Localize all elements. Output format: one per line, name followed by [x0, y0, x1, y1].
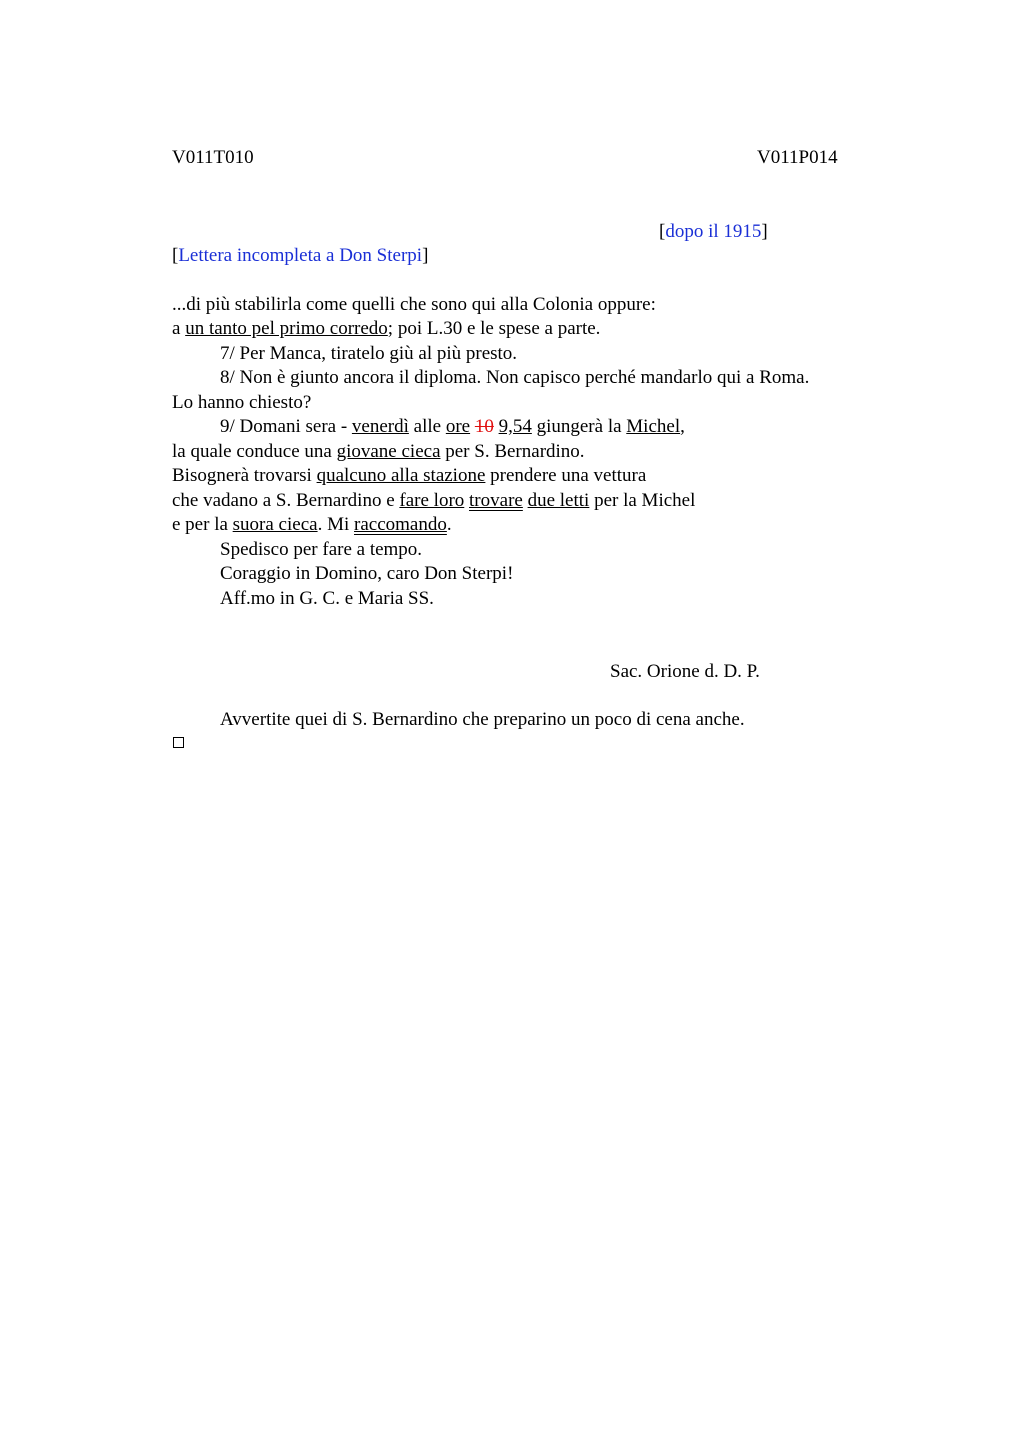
body-line-4: 8/ Non è giunto ancora il diploma. Non capisco perché mandarlo qui a Roma.: [220, 367, 810, 388]
title-text: Lettera incompleta a Don Sterpi: [178, 245, 423, 266]
body-line-3: 7/ Per Manca, tiratelo giù al più presto.: [220, 343, 518, 364]
l6-underlined-ore: ore: [445, 416, 471, 437]
l2-underlined: un tanto pel primo corredo: [185, 318, 388, 339]
l10-text-a: e per la: [172, 514, 233, 535]
date-bracket-open: [: [659, 221, 666, 242]
signature: Sac. Orione d. D. P.: [610, 661, 760, 682]
l10-underlined-suora: suora cieca: [232, 514, 318, 535]
body-line-6: [220, 416, 685, 438]
l8-text-a: Bisognerà trovarsi: [172, 465, 317, 486]
l7-text-b: per S. Bernardino.: [440, 441, 585, 462]
body-line-9: [172, 490, 695, 512]
l6-underlined-michel: Michel: [626, 416, 681, 437]
l10-text-b: . Mi: [317, 514, 355, 535]
body-line-13: Aff.mo in G. C. e Maria SS.: [220, 588, 434, 609]
l6-text-f: ,: [680, 416, 685, 437]
l10-double-underlined-raccomando: raccomando: [354, 514, 447, 535]
l9-text-d: per la Michel: [589, 490, 696, 511]
body-line-11: Spedisco per fare a tempo.: [220, 539, 423, 560]
header-right-code: V011P014: [757, 147, 838, 168]
l9-double-underlined-trovare: trovare: [469, 490, 523, 511]
body-line-1: ...di più stabilirla come quelli che sono qui alla Colonia oppure:: [172, 294, 656, 315]
date-bracket-close: ]: [761, 221, 768, 242]
l6-deleted-10: 10: [474, 416, 494, 437]
l8-text-b: prendere una vettura: [485, 465, 647, 486]
body-line-5: Lo hanno chiesto?: [172, 392, 312, 413]
l8-underlined: qualcuno alla stazione: [316, 465, 486, 486]
letter-title: [172, 245, 428, 267]
l9-text-a: che vadano a S. Bernardino e: [172, 490, 400, 511]
l9-underlined-due-letti: due letti: [527, 490, 590, 511]
l9-underlined-fare-loro: fare loro: [399, 490, 465, 511]
body-line-7: [172, 441, 585, 463]
body-line-12: Coraggio in Domino, caro Don Sterpi!: [220, 563, 514, 584]
date-text: dopo il 1915: [665, 221, 762, 242]
l6-text-b: alle: [408, 416, 446, 437]
l10-text-c: .: [446, 514, 452, 535]
body-line-2: [172, 318, 600, 340]
l2-text-a: a: [172, 318, 186, 339]
title-bracket-close: ]: [422, 245, 429, 266]
date-note: [659, 221, 768, 243]
title-bracket-open: [: [172, 245, 179, 266]
body-line-10: [172, 514, 452, 536]
l7-text-a: la quale conduce una: [172, 441, 337, 462]
l6-underlined-venerdi: venerdì: [351, 416, 409, 437]
l2-text-b: ; poi L.30 e le spese a parte.: [387, 318, 601, 339]
checkbox-icon: [173, 737, 184, 748]
l6-text-a: 9/ Domani sera -: [220, 416, 352, 437]
header-left-code: V011T010: [172, 147, 254, 168]
l6-text-e: giungerà la: [531, 416, 627, 437]
l7-underlined: giovane cieca: [336, 441, 441, 462]
body-line-8: [172, 465, 646, 487]
l6-underlined-time: 9,54: [498, 416, 532, 437]
postscript: Avvertite quei di S. Bernardino che preparino un poco di cena anche.: [220, 709, 745, 730]
